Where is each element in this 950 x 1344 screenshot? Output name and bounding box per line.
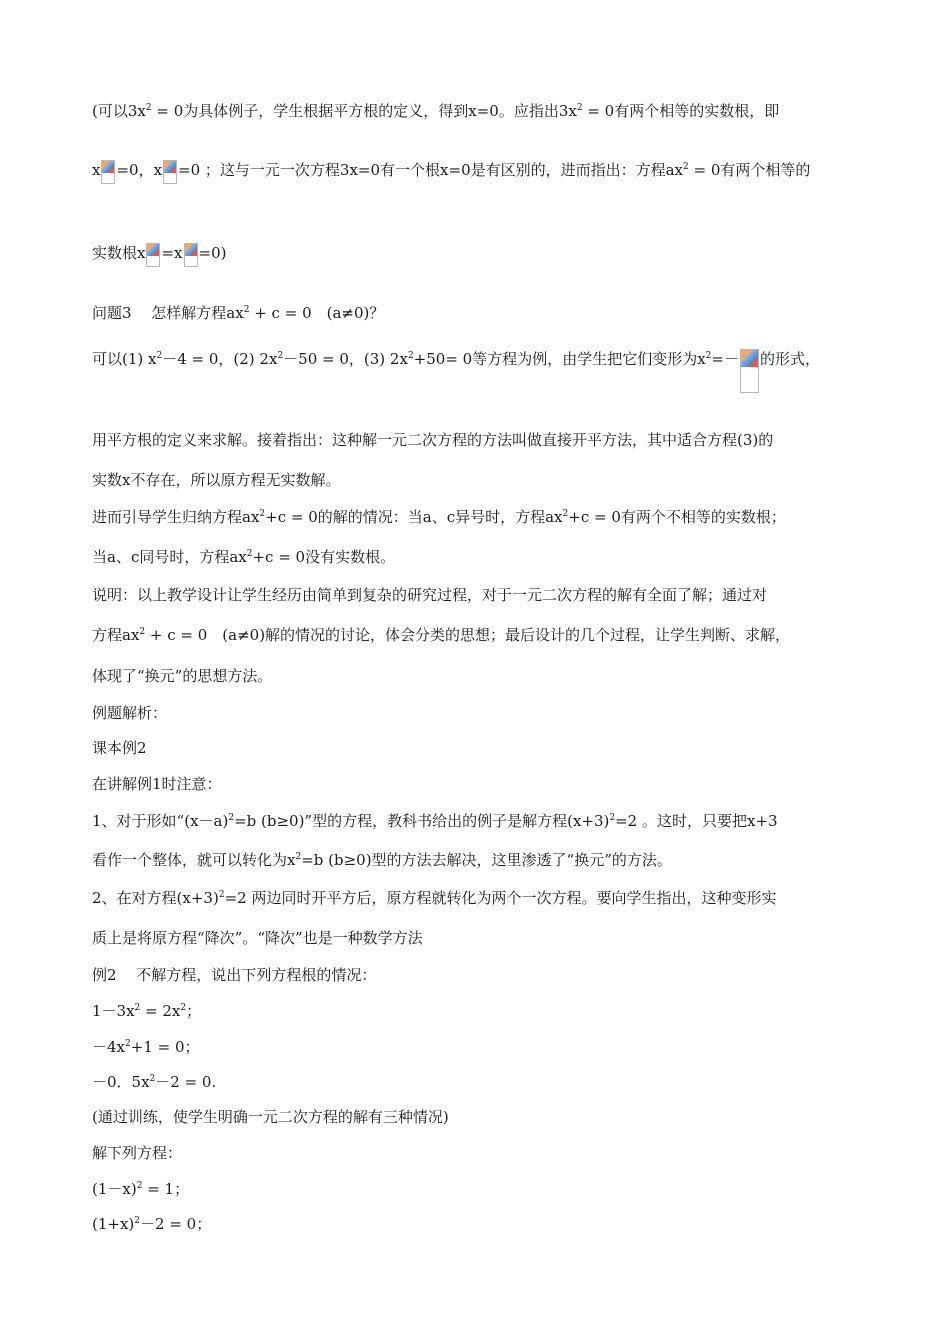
line-4: 问题3 怎样解方程$ax^2 + c = 0$ (a≠0)？ bbox=[92, 304, 385, 322]
line-1: (可以$3x^2 = 0$为具体例子，学生根据平方根的定义，得到x=0。应指出$3x^2 = 0$有两个相等的实数根，即 bbox=[92, 102, 780, 120]
line-23: －0．$5x^2-2 = 0$. bbox=[92, 1073, 217, 1091]
line-19: 质上是将原方程“降次”。“降次”也是一种数学方法 bbox=[92, 929, 423, 947]
line-2: x =0，x =0 ；这与一元一次方程3x=0有一个根x=0是有区别的，进而指出：方程$ax^2 = 0$有两个相等的 bbox=[92, 160, 810, 184]
line-17: 看作一个整体，就可以转化为$x^2=b$ (b≥0)型的方法去解决，这里渗透了“换元”的方法。 bbox=[92, 851, 672, 869]
line-9: 当a、c同号时，方程$ax^2+c = 0$没有实数根。 bbox=[92, 548, 396, 566]
line-7: 实数x不存在，所以原方程无实数解。 bbox=[92, 471, 341, 489]
line-8: 进而引导学生归纳方程$ax^2+c = 0$的解的情况：当a、c异号时，方程$ax^2+c = 0$有两个不相等的实数根； bbox=[92, 508, 786, 526]
line-26: $(1-x)^2 = 1$； bbox=[92, 1180, 190, 1198]
line-13: 例题解析： bbox=[92, 704, 168, 722]
line-21: $1-3x^2 = 2x^2$； bbox=[92, 1002, 202, 1020]
line-5: 可以(1) $x^2-4 = 0$，(2) $2x^2-50 = 0$，(3) $2x^2+50= 0$等方程为例，由学生把它们变形为$x^2=-$ 的形式， bbox=[92, 349, 820, 393]
line-15: 在讲解例1时注意： bbox=[92, 775, 222, 793]
broken-image-icon bbox=[184, 243, 198, 267]
broken-image-icon bbox=[146, 243, 160, 267]
line-22: $-4x^2+1 = 0$； bbox=[92, 1038, 200, 1056]
broken-image-icon bbox=[740, 349, 759, 393]
line-6: 用平方根的定义来求解。接着指出：这种解一元二次方程的方法叫做直接开平方法，其中适合方程(3)的 bbox=[92, 431, 774, 449]
line-25: 解下列方程： bbox=[92, 1144, 183, 1162]
line-12: 体现了“换元”的思想方法。 bbox=[92, 667, 273, 685]
line-18: 2、在对方程$(x+3)^2=2$ 两边同时开平方后，原方程就转化为两个一次方程。要向学生指出，这种变形实 bbox=[92, 889, 777, 907]
line-14: 课本例2 bbox=[92, 739, 147, 757]
broken-image-icon bbox=[163, 160, 177, 184]
broken-image-icon bbox=[101, 160, 115, 184]
line-24: (通过训练，使学生明确一元二次方程的解有三种情况) bbox=[92, 1108, 449, 1126]
line-16: 1、对于形如“$(x-a)^2=b$ (b≥0)”型的方程，教科书给出的例子是解方程$(x+3)^2=2$ 。这时，只要把x+3 bbox=[92, 812, 778, 830]
line-20: 例2 不解方程，说出下列方程根的情况： bbox=[92, 966, 377, 984]
line-3: 实数根x =x =0) bbox=[92, 243, 226, 267]
line-27: $(1+x)^2-2 = 0$； bbox=[92, 1215, 212, 1233]
line-11: 方程$ax^2 + c = 0$ (a≠0)解的情况的讨论，体会分类的思想；最后设计的几个过程，让学生判断、求解， bbox=[92, 626, 791, 644]
line-10: 说明：以上教学设计让学生经历由简单到复杂的研究过程，对于一元二次方程的解有全面了解；通过对 bbox=[92, 586, 768, 604]
